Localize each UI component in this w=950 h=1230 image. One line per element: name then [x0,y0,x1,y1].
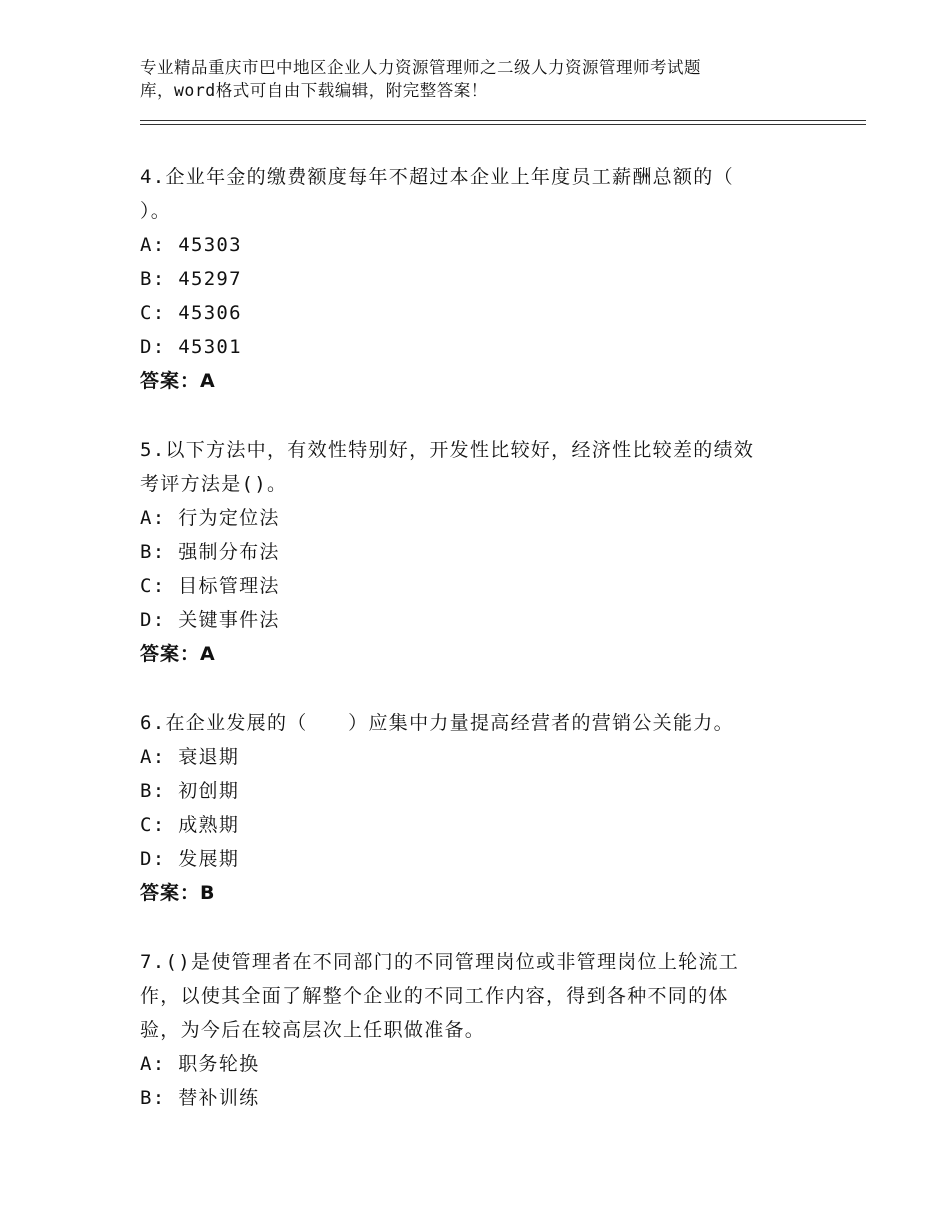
answer: 答案：A [140,643,216,665]
option-c: C: 45306 [140,302,242,324]
question-stem-line: 4.企业年金的缴费额度每年不超过本企业上年度员工薪酬总额的（ [140,166,734,188]
question-stem-line: 考评方法是()。 [140,473,288,495]
question-7 [140,945,800,1115]
option-d: D: 发展期 [140,848,240,870]
question-5 [140,433,800,671]
answer: 答案：A [140,370,216,392]
option-a: A: 衰退期 [140,746,240,768]
option-c: C: 成熟期 [140,814,240,836]
option-a: A: 行为定位法 [140,507,280,529]
question-4 [140,160,800,398]
option-b: B: 强制分布法 [140,541,280,563]
option-b: B: 45297 [140,268,242,290]
document-header [140,56,780,102]
option-b: B: 替补训练 [140,1087,260,1109]
option-d: D: 45301 [140,336,242,358]
answer: 答案：B [140,882,216,904]
header-divider-bottom [140,124,866,125]
header-line-2: 库，word格式可自由下载编辑，附完整答案！ [140,81,488,100]
question-stem-line: 作，以使其全面了解整个企业的不同工作内容，得到各种不同的体 [140,985,729,1007]
option-c: C: 目标管理法 [140,575,280,597]
question-stem-line: 验，为今后在较高层次上任职做准备。 [140,1019,486,1041]
question-stem-line: 7.()是使管理者在不同部门的不同管理岗位或非管理岗位上轮流工 [140,951,740,973]
option-a: A: 45303 [140,234,242,256]
option-d: D: 关键事件法 [140,609,280,631]
question-stem-line: 5.以下方法中，有效性特别好，开发性比较好，经济性比较差的绩效 [140,439,755,461]
header-line-1: 专业精品重庆市巴中地区企业人力资源管理师之二级人力资源管理师考试题 [140,58,701,77]
question-stem-line: 6.在企业发展的（ ）应集中力量提高经营者的营销公关能力。 [140,712,734,734]
header-divider-top [140,120,866,121]
option-a: A: 职务轮换 [140,1053,260,1075]
question-6 [140,706,800,910]
question-stem-line: ）。 [140,200,172,222]
option-b: B: 初创期 [140,780,240,802]
